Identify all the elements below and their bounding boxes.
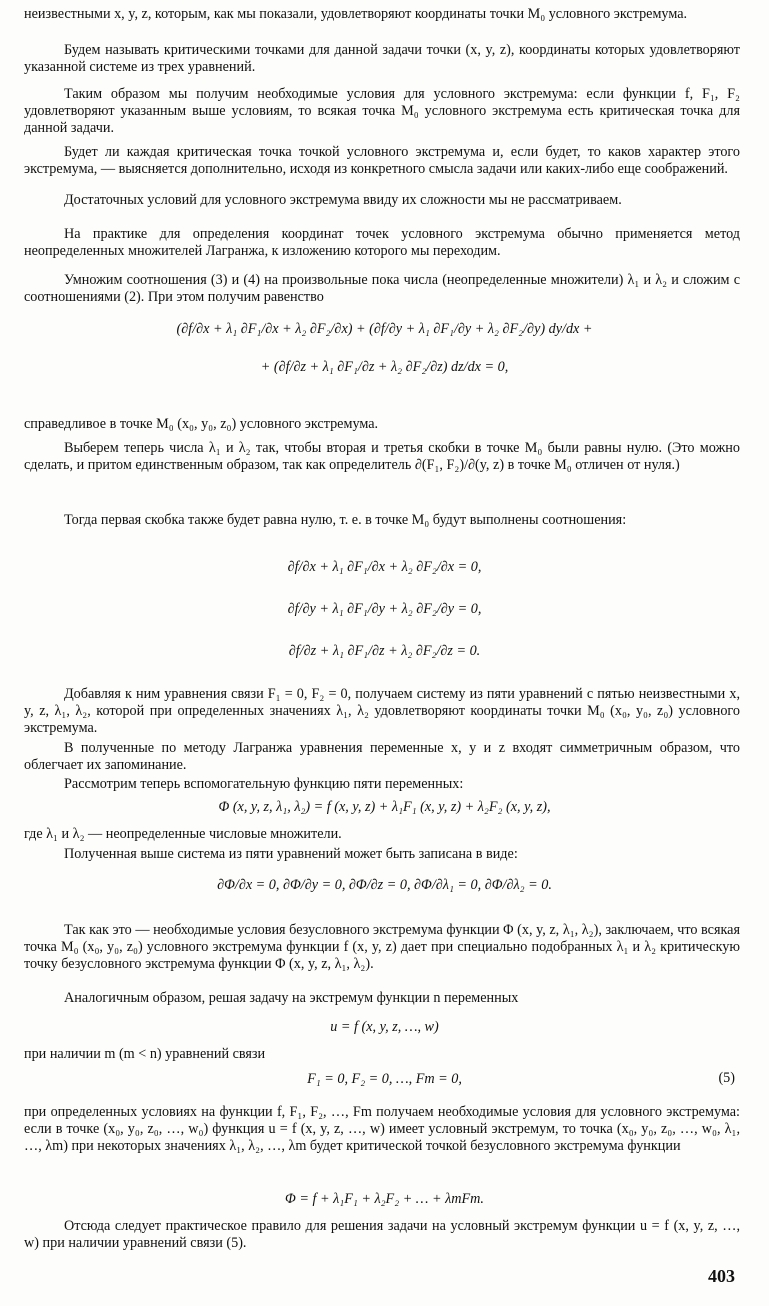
paragraph-7: Умножим соотношения (3) и (4) на произвольные пока числа (неопределенные множители) λ₁ и λ₂ и сложим с соотношениями (2). При этом получим равенство <box>24 272 740 306</box>
paragraph-19: при определенных условиях на функции f, F₁, F₂, …, Fm получаем необходимые условия для условного экстремума: если в точке (x₀, y₀, z₀, …, w₀) функция u = f (x, y, z, …, w) имеет условный экстремум, то точка (x₀, y₀, z₀, …, w₀, λ₁, …, λm) при некоторых значениях λ₁, λ₂, …, λm будет критической точкой безусловного экстремума функции <box>24 1104 740 1155</box>
paragraph-13: Рассмотрим теперь вспомогательную функцию пяти переменных: <box>64 776 464 792</box>
paragraph-8: справедливое в точке M₀ (x₀, y₀, z₀) условного экстремума. <box>24 416 379 432</box>
paragraph-3: Таким образом мы получим необходимые условия для условного экстремума: если функции f, F₁, F₂ удовлетворяют указанным выше условиям, то всякая точка M₀ условного экстремума есть критическая точка для данной задачи. <box>24 86 740 137</box>
equation-number-5: (5) <box>718 1070 735 1086</box>
equation-sum-line2: + (∂f/∂z + λ₁ ∂F₁/∂z + λ₂ ∂F₂/∂z) dz/dx = 0, <box>260 359 509 375</box>
paragraph-15: Полученная выше система из пяти уравнений может быть записана в виде: <box>64 846 518 862</box>
paragraph-1: неизвестными x, y, z, которым, как мы показали, удовлетворяют координаты точки M₀ условного экстремума. <box>24 6 688 22</box>
equation-system-2: ∂f/∂y + λ₁ ∂F₁/∂y + λ₂ ∂F₂/∂y = 0, <box>287 601 482 617</box>
equation-constraints: F₁ = 0, F₂ = 0, …, Fm = 0, <box>307 1071 462 1087</box>
equation-system-1: ∂f/∂x + λ₁ ∂F₁/∂x + λ₂ ∂F₂/∂x = 0, <box>287 559 482 575</box>
paragraph-16: Так как это — необходимые условия безусловного экстремума функции Φ (x, y, z, λ₁, λ₂), заключаем, что всякая точка M₀ (x₀, y₀, z₀) условного экстремума функции f (x, y, z) дает при специально подобранных λ₁ и λ₂ критическую точку безусловного экстремума функции Φ (x, y, z, λ₁, λ₂). <box>24 922 740 973</box>
paragraph-5: Достаточных условий для условного экстремума ввиду их сложности мы не рассматриваем. <box>64 192 622 208</box>
page-number: 403 <box>708 1266 735 1286</box>
paragraph-20: Отсюда следует практическое правило для решения задачи на условный экстремум функции u = f (x, y, z, …, w) при наличии уравнений связи (5). <box>24 1218 740 1252</box>
paragraph-12: В полученные по методу Лагранжа уравнения переменные x, y и z входят симметричным образом, что облегчает их запоминание. <box>24 740 740 774</box>
paragraph-14: где λ₁ и λ₂ — неопределенные числовые множители. <box>24 826 342 842</box>
paragraph-6: На практике для определения координат точек условного экстремума обычно применяется метод неопределенных множителей Лагранжа, к изложению которого мы переходим. <box>24 226 740 260</box>
paragraph-2: Будем называть критическими точками для данной задачи точки (x, y, z), координаты которых удовлетворяют указанной системе из трех уравнений. <box>24 42 740 76</box>
equation-phi-general: Φ = f + λ₁F₁ + λ₂F₂ + … + λmFm. <box>285 1191 484 1207</box>
equation-sum-line1: (∂f/∂x + λ₁ ∂F₁/∂x + λ₂ ∂F₂/∂x) + (∂f/∂y + λ₁ ∂F₁/∂y + λ₂ ∂F₂/∂y) dy/dx + <box>176 321 593 337</box>
equation-system-3: ∂f/∂z + λ₁ ∂F₁/∂z + λ₂ ∂F₂/∂z = 0. <box>288 643 481 659</box>
paragraph-11: Добавляя к ним уравнения связи F₁ = 0, F₂ = 0, получаем систему из пяти уравнений с пятью неизвестными x, y, z, λ₁, λ₂, которой при определенных значениях λ₁, λ₂ удовлетворяют координаты точки M₀ (x₀, y₀, z₀) условного экстремума. <box>24 686 740 737</box>
paragraph-4: Будет ли каждая критическая точка точкой условного экстремума и, если будет, то каков характер этого экстремума, — выясняется дополнительно, исходя из конкретного смысла задачи или каких-либо еще соображений. <box>24 144 740 178</box>
paragraph-17: Аналогичным образом, решая задачу на экстремум функции n переменных <box>64 990 519 1006</box>
paragraph-18: при наличии m (m < n) уравнений связи <box>24 1046 266 1062</box>
paragraph-9: Выберем теперь числа λ₁ и λ₂ так, чтобы вторая и третья скобки в точке M₀ были равны нулю. (Это можно сделать, и притом единственным образом, так как определитель ∂(F₁, F₂)/∂(y, z) в точке M₀ отличен от нуля.) <box>24 440 740 474</box>
equation-phi-definition: Φ (x, y, z, λ₁, λ₂) = f (x, y, z) + λ₁F₁ (x, y, z) + λ₂F₂ (x, y, z), <box>218 799 551 815</box>
paragraph-10: Тогда первая скобка также будет равна нулю, т. е. в точке M₀ будут выполнены соотношения: <box>64 512 627 528</box>
equation-u-function: u = f (x, y, z, …, w) <box>330 1019 439 1035</box>
equation-phi-system: ∂Φ/∂x = 0, ∂Φ/∂y = 0, ∂Φ/∂z = 0, ∂Φ/∂λ₁ = 0, ∂Φ/∂λ₂ = 0. <box>217 877 552 893</box>
